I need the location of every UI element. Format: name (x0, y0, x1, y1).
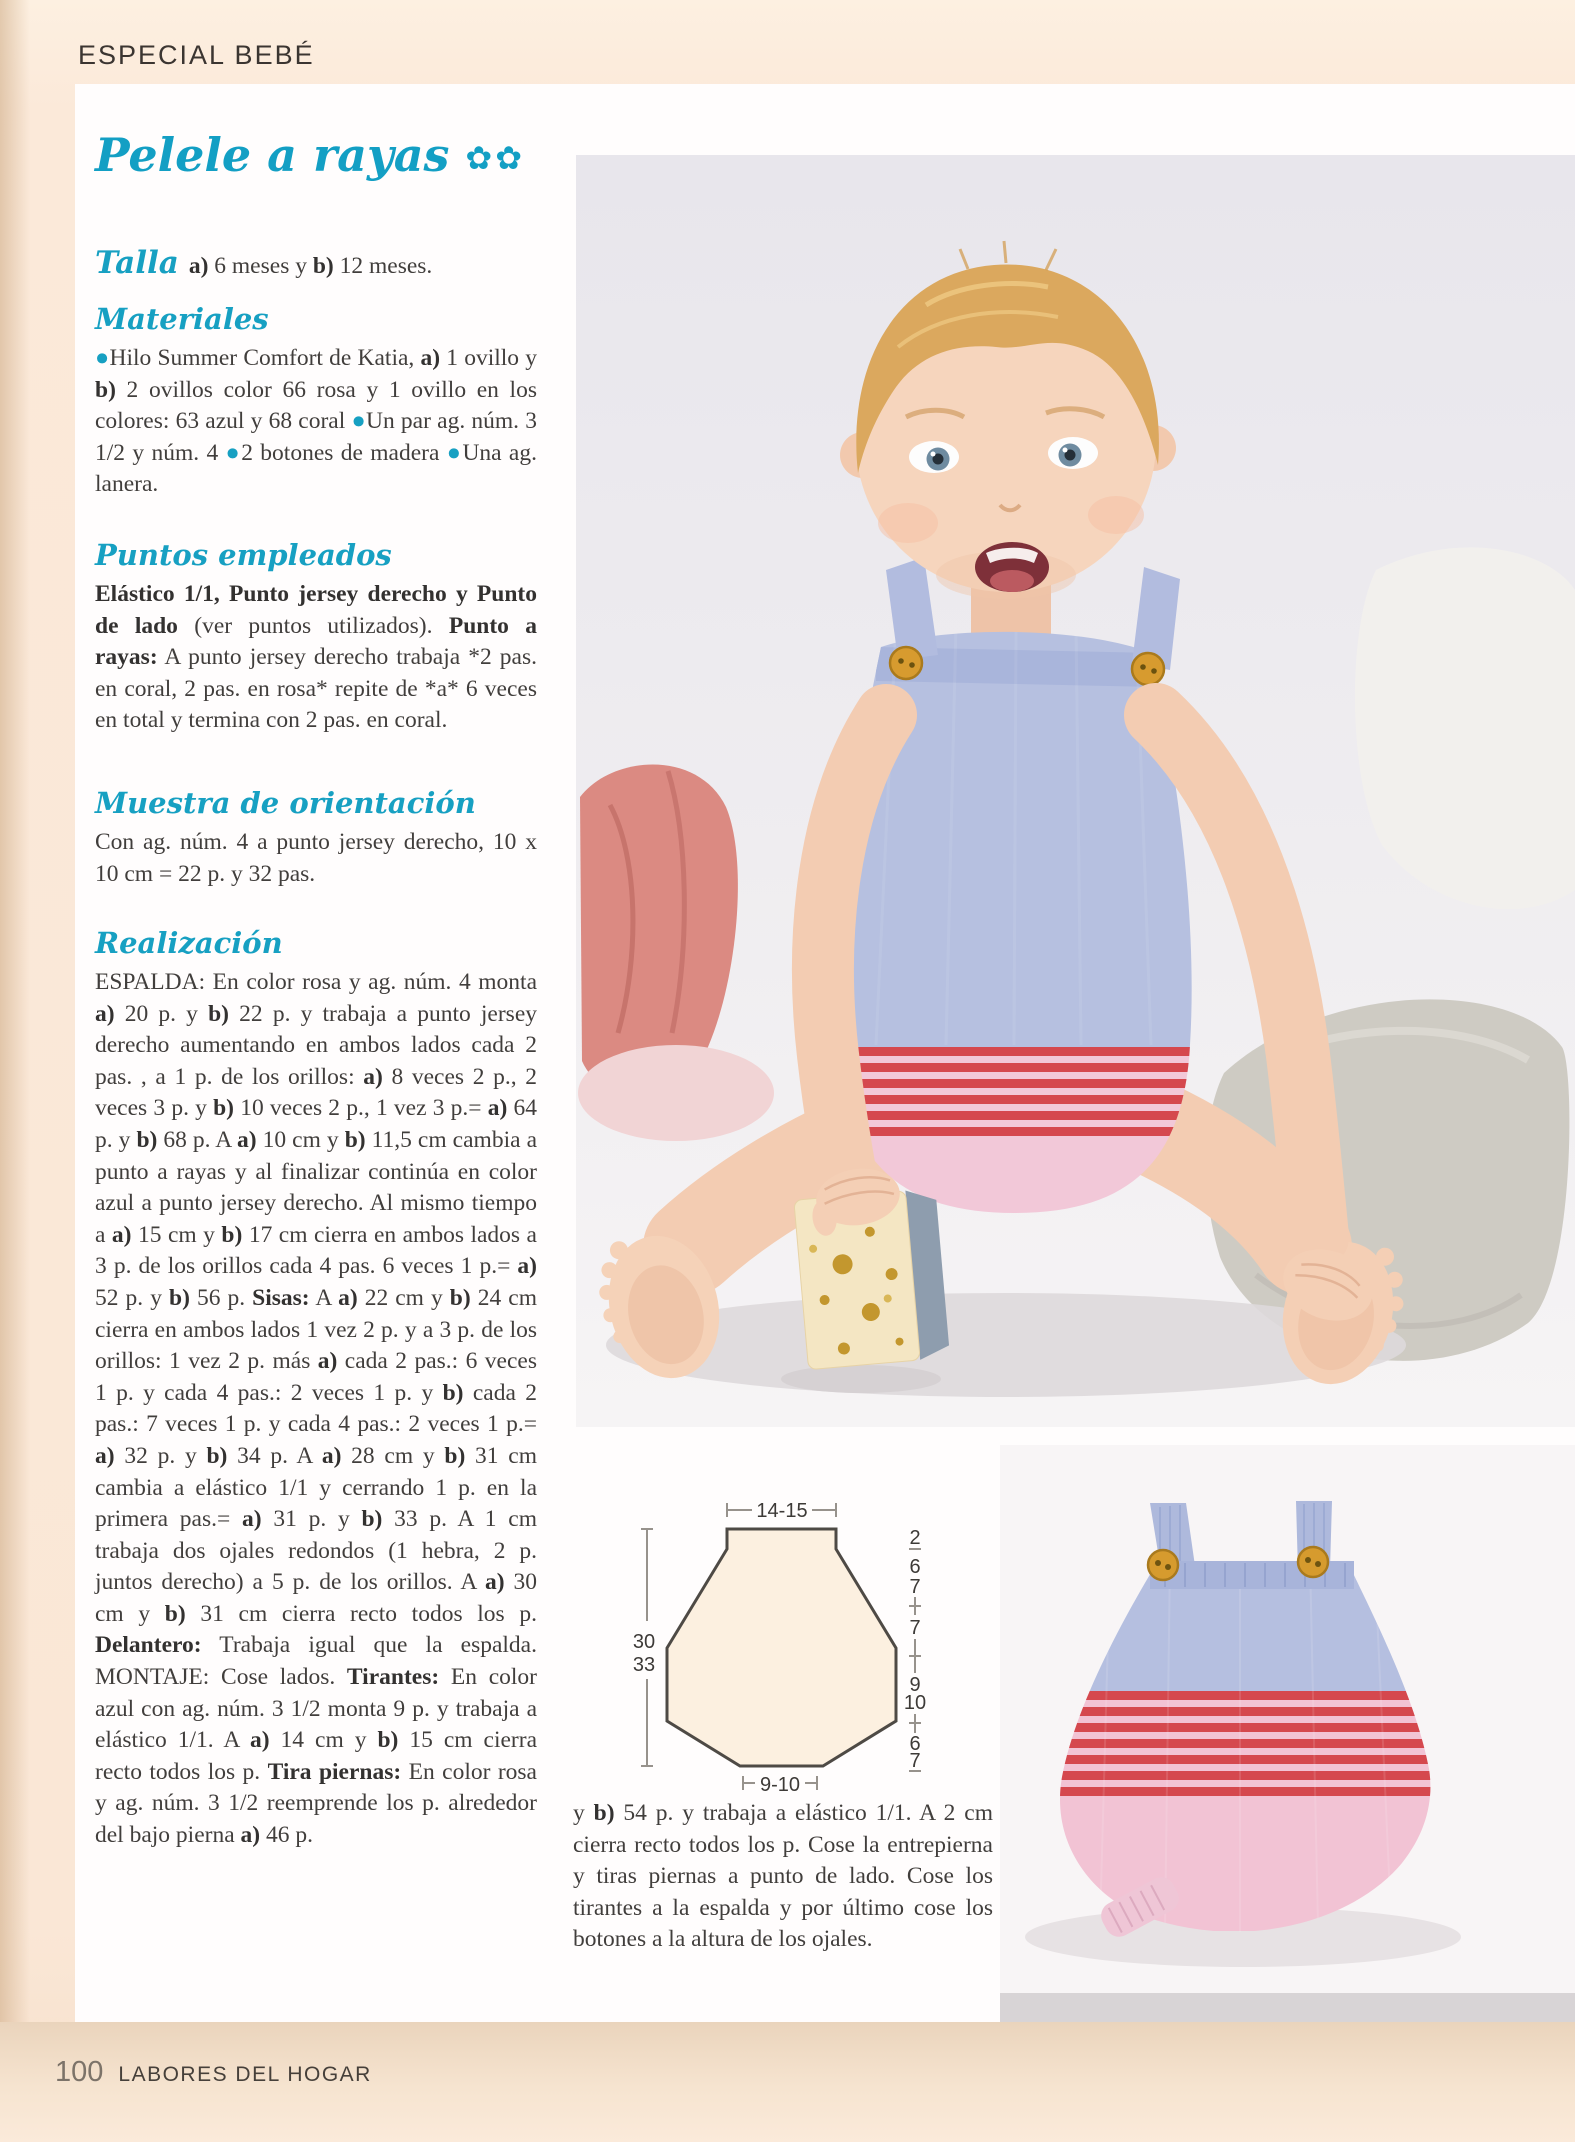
svg-text:7: 7 (909, 1617, 921, 1639)
section-puntos (95, 538, 537, 737)
section-muestra (95, 786, 537, 890)
article-title: Pelele a rayas (95, 128, 450, 182)
continuation-body: y b) 54 p. y trabaja a elástico 1/1. A 2 cm cierra recto todos los p. Cose la entrepierna y tiras piernas a punto de lado. Cose los tirantes a la espalda y por último cose los botones a la altura de los ojales. (573, 1800, 993, 1953)
baby-left-button (890, 647, 922, 679)
baby-right-button (1132, 653, 1164, 685)
realizacion-heading: Realización (95, 926, 283, 960)
muestra-heading: Muestra de orientación (95, 786, 476, 820)
page-left-shading (0, 0, 30, 2142)
height-label-a: 30 (632, 1631, 656, 1653)
pattern-schematic (560, 1445, 1000, 1805)
article-card (75, 84, 1575, 2022)
page-footer (55, 2056, 372, 2089)
table-edge (1000, 1993, 1575, 2022)
realizacion-body: ESPALDA: En color rosa y ag. núm. 4 monta a) 20 p. y b) 22 p. y trabaja a punto jersey derecho aumentando en ambos lados cada 2 pas. , a 1 p. de los orillos: a) 8 veces 2 p., 2 veces 3 p. y b) 10 veces 2 p., 1 vez 3 p.= a) 64 p. y b) 68 p. A a) 10 cm y b) 11,5 cm cambia a punto a rayas y al finalizar continúa en color azul a punto jersey derecho. Al mismo tiempo a a) 15 cm y b) 17 cm cierra en ambos lados a 3 p. de los orillos cada 4 pas. 6 veces 1 p.= a) 52 p. y b) 56 p. Sisas: A a) 22 cm y b) 24 cm cierra en ambos lados 1 vez 2 p. y a 3 p. de los orillos: 1 vez 2 p. más a) cada 2 pas.: 6 veces 1 p. y cada 4 pas.: 2 veces 1 p. y b) cada 2 pas.: 7 veces 1 p. y cada 4 pas.: 2 veces 1 p.= a) 32 p. y b) 34 p. A a) 28 cm y b) 31 cm cambia a elástico 1/1 y cerrando 1 p. en la primera pas.= a) 31 p. y b) 33 p. A 1 cm trabaja dos ojales redondos (1 hebra, 2 p. juntos derecho) a 5 p. de los orillos. A a) 30 cm y b) 31 cm cierra recto todos los p. Delantero: Trabaja igual que la espalda. MONTAJE: Cose lados. Tirantes: En color azul con ag. núm. 3 1/2 monta 9 p. y trabaja a elástico 1/1. A a) 14 cm y b) 15 cm cierra recto todos los p. Tira piernas: En color rosa y ag. núm. 3 1/2 reemprende los p. alrededor del bajo pierna a) 46 p. (95, 969, 538, 1849)
flower-icons: ✿✿ (465, 139, 526, 177)
puntos-body: Elástico 1/1, Punto jersey derecho y Punto de lado (ver puntos utilizados). Punto a rayas: A punto jersey derecho trabaja *2 pas. en coral, 2 pas. en rosa* repite de *a* 6 veces en total y termina con 2 pas. en coral. (95, 581, 537, 734)
width-bottom-label: 9-10 (759, 1774, 801, 1796)
svg-text:9: 9 (909, 1674, 921, 1696)
svg-text:7: 7 (909, 1576, 921, 1598)
materiales-body: ●Hilo Summer Comfort de Katia, a) 1 ovillo y b) 2 ovillos color 66 rosa y 1 ovillo en los colores: 63 azul y 68 coral ●Un par ag. núm. 3 1/2 y núm. 4 ●2 botones de madera ●Una ag. lanera. (95, 345, 537, 498)
height-label-b: 33 (632, 1654, 656, 1676)
toy-shadow (781, 1365, 941, 1393)
magazine-name: LABORES DEL HOGAR (118, 2063, 372, 2086)
talla-body: a) 6 meses y b) 12 meses. (188, 253, 433, 279)
section-talla (95, 241, 537, 283)
romper-photo-illustration (1000, 1445, 1575, 2022)
svg-text:6: 6 (909, 1556, 921, 1578)
pattern-piece-outline (667, 1529, 896, 1766)
romper-right-button (1298, 1547, 1328, 1577)
baby-photo-illustration (576, 155, 1575, 1427)
svg-text:6: 6 (909, 1733, 921, 1755)
article-title-row (95, 128, 525, 182)
section-realizacion (95, 926, 537, 1852)
svg-text:7: 7 (909, 1750, 921, 1772)
puntos-heading: Puntos empleados (95, 538, 392, 572)
section-kicker: ESPECIAL BEBÉ (78, 40, 315, 70)
svg-text:2: 2 (909, 1527, 921, 1549)
svg-text:10: 10 (903, 1692, 927, 1714)
talla-heading: Talla (95, 245, 179, 281)
section-continuation (573, 1798, 993, 1956)
romper-left-button (1148, 1550, 1178, 1580)
materiales-heading: Materiales (95, 302, 269, 336)
page-number: 100 (55, 2056, 104, 2088)
section-materiales (95, 302, 537, 501)
muestra-body: Con ag. núm. 4 a punto jersey derecho, 10 x 10 cm = 22 p. y 32 pas. (95, 829, 537, 887)
width-top-label: 14-15 (756, 1500, 808, 1522)
